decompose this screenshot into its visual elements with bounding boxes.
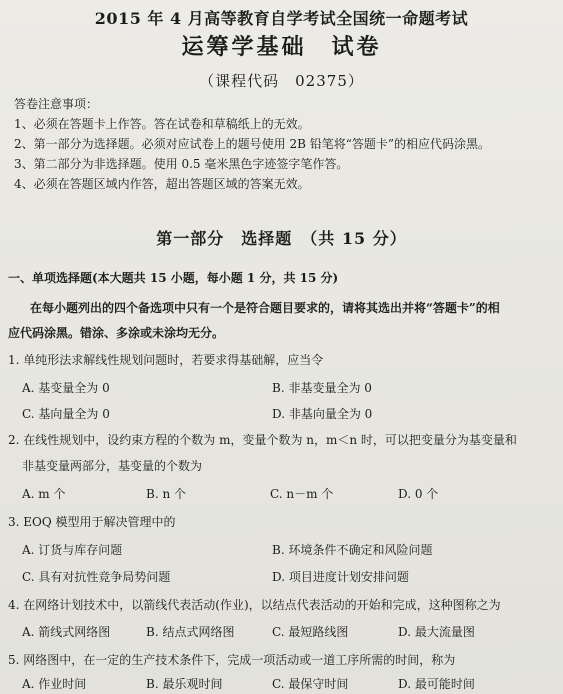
question-option: D. 0 个 [398, 487, 439, 501]
note-item: 3、第二部分为非选择题。使用 0.5 毫米黑色字迹签字笔作答。 [14, 157, 349, 171]
question-option: C. 最保守时间 [272, 677, 349, 691]
page-title: 运筹学基础 试卷 [181, 34, 382, 60]
course-code: （课程代码 02375） [199, 72, 364, 90]
question-option: C. n－m 个 [270, 487, 334, 501]
part-one-title: 第一部分 选择题 （共 15 分） [156, 229, 407, 248]
question-stem: 5. 网络图中，在一定的生产技术条件下，完成一项活动或一道工序所需的时间，称为 [8, 653, 456, 667]
instruction-line: 在每小题列出的四个备选项中只有一个是符合题目要求的，请将其选出并将“答题卡”的相 [30, 301, 500, 315]
question-option: D. 最可能时间 [398, 677, 475, 691]
question-stem: 1. 单纯形法求解线性规划问题时，若要求得基础解，应当令 [8, 353, 324, 367]
note-item: 2、第一部分为选择题。必须对应试卷上的题号使用 2B 铅笔将“答题卡”的相应代码涂黑。 [14, 137, 490, 151]
question-option: D. 非基向量全为 0 [272, 407, 373, 421]
question-option: A. 箭线式网络图 [22, 625, 111, 639]
question-option: A. 作业时间 [22, 677, 87, 691]
question-option: C. 基向量全为 0 [22, 407, 110, 421]
question-option: D. 项目进度计划安排问题 [272, 570, 409, 584]
notes-title: 答卷注意事项： [14, 97, 99, 111]
question-option: D. 最大流量图 [398, 625, 475, 639]
question-option: B. 结点式网络图 [146, 625, 235, 639]
question-stem: 2. 在线性规划中，设约束方程的个数为 m，变量个数为 n，m＜n 时，可以把变量分为基变量和 [8, 433, 517, 447]
note-item: 1、必须在答题卡上作答。答在试卷和草稿纸上的无效。 [14, 117, 310, 131]
section-title: 一、单项选择题(本大题共 15 小题，每小题 1 分，共 15 分) [8, 271, 339, 285]
note-item: 4、必须在答题区域内作答，超出答题区域的答案无效。 [14, 177, 310, 191]
question-stem: 3. EOQ 模型用于解决管理中的 [8, 515, 176, 529]
question-stem: 非基变量两部分，基变量的个数为 [22, 459, 203, 473]
question-option: A. 订货与库存问题 [22, 543, 123, 557]
question-option: A. m 个 [22, 487, 66, 501]
question-option: A. 基变量全为 0 [22, 381, 110, 395]
question-option: C. 具有对抗性竞争局势问题 [22, 570, 171, 584]
instruction-line: 应代码涂黑。错涂、多涂或未涂均无分。 [8, 326, 225, 340]
question-option: B. n 个 [146, 487, 186, 501]
question-option: B. 非基变量全为 0 [272, 381, 372, 395]
question-option: B. 环境条件不确定和风险问题 [272, 543, 433, 557]
exam-line: 2015 年 4 月高等教育自学考试全国统一命题考试 [94, 9, 469, 28]
question-option: B. 最乐观时间 [146, 677, 223, 691]
question-option: C. 最短路线图 [272, 625, 349, 639]
question-stem: 4. 在网络计划技术中，以箭线代表活动(作业)，以结点代表活动的开始和完成，这种图称之为 [8, 598, 501, 612]
